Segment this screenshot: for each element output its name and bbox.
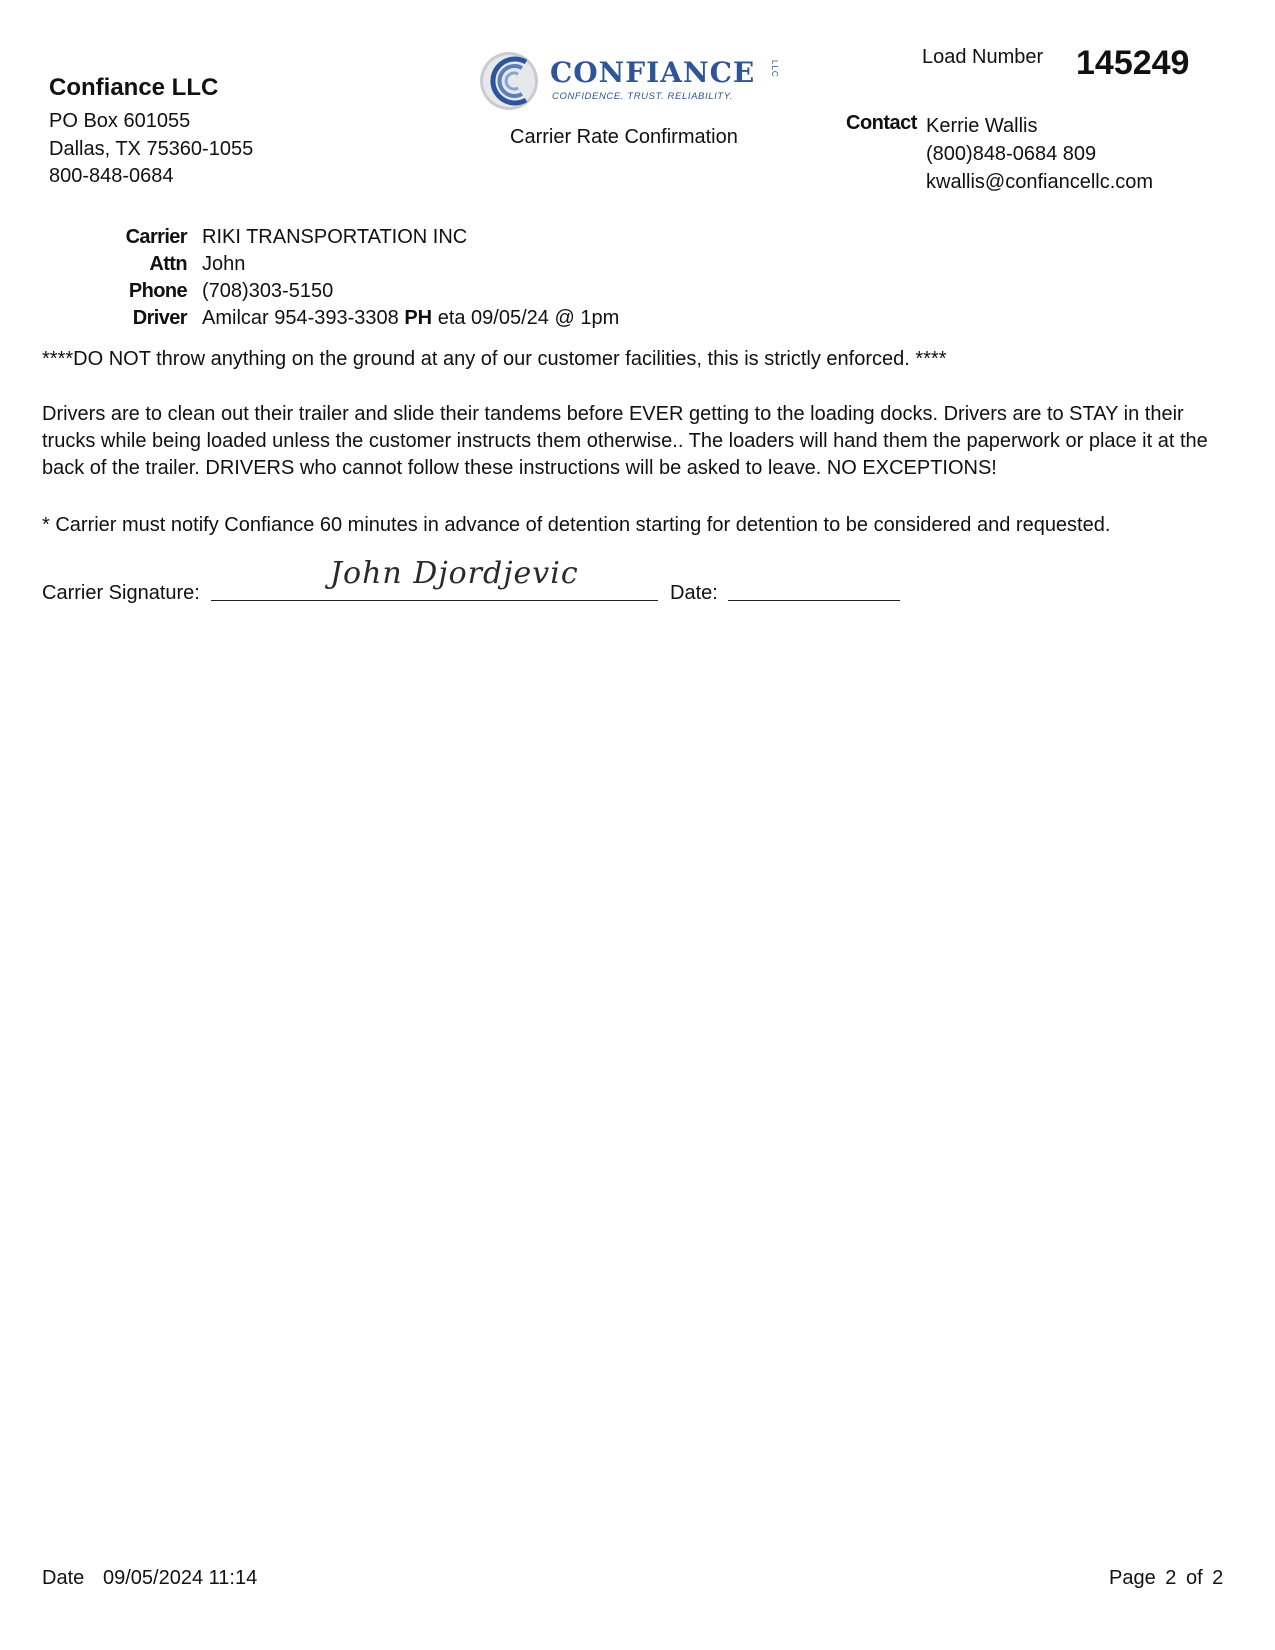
contact-email: kwallis@confiancellc.com — [926, 171, 1154, 193]
carrier-row — [120, 224, 619, 251]
signature-date-line — [728, 600, 900, 601]
phone-label: Phone — [128, 280, 187, 302]
contact-phone: (800)848-0684 809 — [926, 143, 1097, 165]
logo-tagline: CONFIDENCE. TRUST. RELIABILITY. — [552, 91, 734, 102]
load-number-label: Load Number — [922, 46, 1044, 68]
company-logo — [478, 50, 778, 112]
phone-row — [120, 278, 619, 305]
driver-value-name: Amilcar 954-393-3308 — [202, 307, 405, 329]
footer-date-label: Date — [42, 1567, 85, 1589]
carrier-value: RIKI TRANSPORTATION INC — [202, 226, 468, 248]
address-line-1: PO Box 601055 — [49, 110, 191, 132]
footer-date-value: 09/05/2024 11:14 — [103, 1567, 258, 1589]
driver-value-ph: PH — [404, 307, 433, 329]
notice-ground: ****DO NOT throw anything on the ground at any of our customer facilities, this is strictly enforced. **** — [42, 348, 947, 370]
carrier-label: Carrier — [125, 226, 187, 248]
driver-label: Driver — [132, 307, 187, 329]
handwritten-signature: John Djordjevic — [330, 556, 579, 591]
driver-value — [202, 305, 619, 332]
address-line-2: Dallas, TX 75360-1055 — [49, 137, 254, 160]
driver-row — [120, 305, 619, 332]
contact-name: Kerrie Wallis — [926, 115, 1038, 137]
contact-label: Contact — [846, 112, 917, 134]
address-line-3: 800-848-0684 — [49, 165, 174, 187]
company-name: Confiance LLC — [49, 74, 219, 101]
logo-wordmark: CONFIANCE — [550, 56, 756, 89]
page-number: Page 2 of 2 — [1109, 1567, 1224, 1589]
attn-label: Attn — [149, 253, 187, 275]
signature-label: Carrier Signature: — [42, 582, 200, 604]
attn-value: John — [202, 253, 246, 275]
attn-row — [120, 251, 619, 278]
notice-detention: * Carrier must notify Confiance 60 minutes in advance of detention starting for detention to be considered and requested. — [42, 514, 1111, 536]
document-title: Carrier Rate Confirmation — [510, 126, 738, 148]
signature-date-label: Date: — [670, 582, 718, 604]
signature-line — [211, 600, 658, 601]
driver-value-eta: eta 09/05/24 @ 1pm — [432, 307, 620, 329]
logo-swirl-icon — [478, 50, 548, 112]
carrier-info — [120, 224, 619, 332]
phone-value: (708)303-5150 — [202, 280, 334, 302]
contact-details — [926, 112, 1153, 196]
company-address — [49, 108, 253, 191]
load-number: 145249 — [1076, 44, 1190, 82]
notice-drivers: Drivers are to clean out their trailer and slide their tandems before EVER getting to the loading docks. Drivers are to STAY in their trucks while being loaded unless the customer instructs them otherwise.. The loaders will hand them the paperwork or place it at the back of the trailer. DRIVERS who cannot follow these instructions will be asked to leave. NO EXCEPTIONS! — [42, 403, 1208, 479]
logo-llc: LLC — [770, 60, 779, 78]
